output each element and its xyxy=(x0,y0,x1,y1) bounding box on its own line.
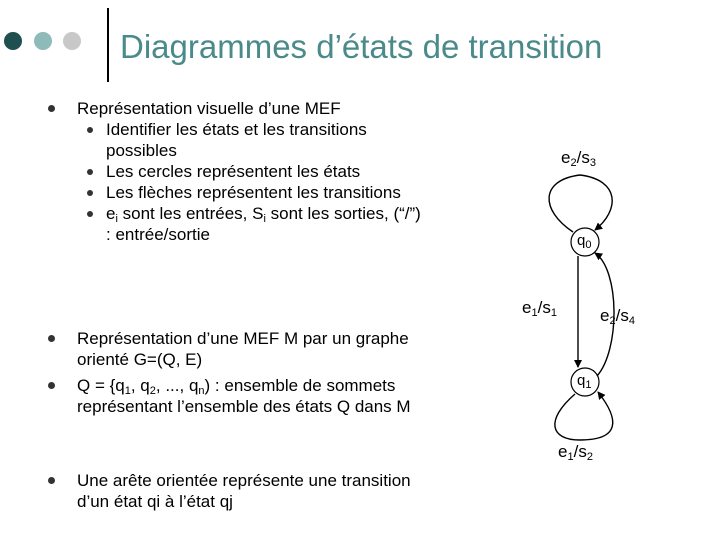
subscript: 2 xyxy=(570,157,577,169)
bullet-dot xyxy=(48,335,55,342)
bullet-dot xyxy=(48,382,55,389)
sub-bullet-dot xyxy=(87,190,93,196)
decorative-dots xyxy=(0,0,100,80)
bullet-4 xyxy=(48,470,422,512)
subscript: 1 xyxy=(567,451,574,463)
bottom-loop-edge xyxy=(555,392,613,440)
dot-dark xyxy=(4,32,22,50)
subscript: 1 xyxy=(550,307,557,319)
state-q1-label xyxy=(577,372,591,389)
subscript: 2 xyxy=(149,385,156,397)
bullet-3-text xyxy=(77,375,422,417)
text-part: e xyxy=(558,442,568,461)
text-part: e xyxy=(522,298,532,317)
text-part: , q xyxy=(130,376,150,395)
top-loop-edge xyxy=(549,175,612,232)
bullet-2 xyxy=(48,328,422,370)
text-part: sont les sorties, (“/”) : entrée/sortie xyxy=(106,204,421,244)
bullet-2-text: Représentation d’une MEF M par un graphe orienté G=(Q, E) xyxy=(77,329,409,369)
text-part: sont les entrées, S xyxy=(117,204,264,223)
bottom-loop-label xyxy=(558,442,593,462)
slide-title: Diagrammes d’états de transition xyxy=(120,28,603,65)
text-part: ) : ensemble de sommets représentant l’ensemble des états Q dans M xyxy=(77,376,411,416)
sub-bullet-2-text: Les cercles représentent les états xyxy=(106,162,361,181)
subscript: 1 xyxy=(124,385,131,397)
bullet-dot xyxy=(48,477,55,484)
top-loop-label xyxy=(561,148,596,168)
subscript: i xyxy=(263,213,266,225)
sub-bullet-3-text: Les flèches représentent les transitions xyxy=(106,183,401,202)
title-divider xyxy=(107,8,109,82)
sub-bullet-dot xyxy=(87,127,93,133)
subscript: 2 xyxy=(586,451,593,463)
sub-bullet-3 xyxy=(87,182,422,203)
text-part: /s xyxy=(576,148,590,167)
dot-mid xyxy=(34,32,52,50)
text-part: e xyxy=(600,306,610,325)
subscript: 3 xyxy=(589,157,596,169)
state-diagram xyxy=(470,120,710,480)
sub-bullet-1-text: Identifier les états et les transitions possibles xyxy=(106,120,367,160)
diagram-edges xyxy=(470,120,710,480)
state-q0-label xyxy=(577,232,591,249)
sub-bullet-1 xyxy=(87,119,422,161)
text-part: q xyxy=(577,232,586,249)
left-edge-label xyxy=(522,298,557,318)
sub-bullet-dot xyxy=(87,169,93,175)
text-part: e xyxy=(106,204,116,223)
sub-bullet-4 xyxy=(87,203,422,245)
bullet-3 xyxy=(48,375,422,417)
sub-bullet-dot xyxy=(87,211,93,217)
subscript: 4 xyxy=(628,315,635,327)
subscript: 1 xyxy=(585,379,592,391)
bullet-4-text: Une arête orientée représente une transition d’un état qi à l’état qj xyxy=(77,471,411,511)
text-part: e xyxy=(561,148,571,167)
subscript: i xyxy=(115,213,118,225)
sub-bullet-2 xyxy=(87,161,422,182)
dot-light xyxy=(63,32,81,50)
subscript: 0 xyxy=(585,239,592,251)
right-edge-label xyxy=(600,306,635,326)
text-part: /s xyxy=(615,306,629,325)
text-part: q xyxy=(577,372,586,389)
bullet-1 xyxy=(48,98,422,245)
bullet-1-text: Représentation visuelle d’une MEF xyxy=(77,99,341,118)
sub-bullet-4-text xyxy=(106,203,421,245)
subscript: 1 xyxy=(531,307,538,319)
bullet-dot xyxy=(48,105,55,112)
subscript: 2 xyxy=(609,315,616,327)
text-part: /s xyxy=(573,442,587,461)
text-part: , ..., q xyxy=(155,376,199,395)
text-part: /s xyxy=(537,298,551,317)
subscript: n xyxy=(198,385,205,397)
text-part: Q = {q xyxy=(77,376,125,395)
